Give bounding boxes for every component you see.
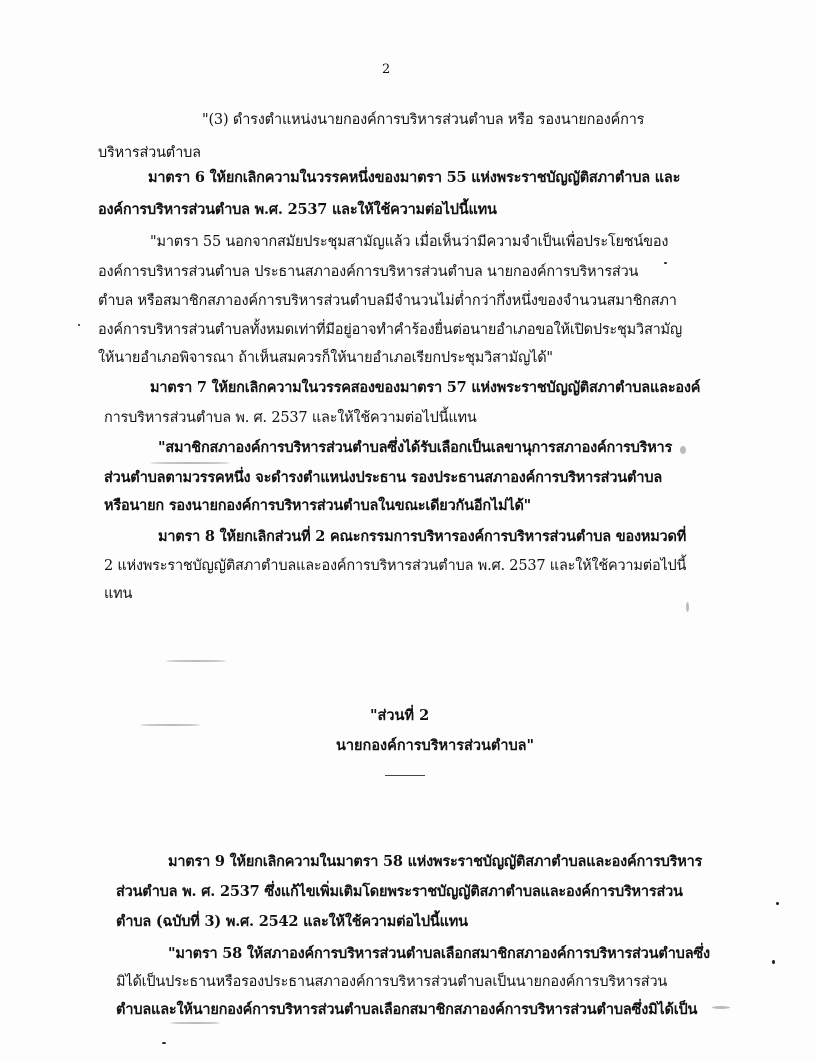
section-clause-line: มาตรา 6 ให้ยกเลิกความในวรรคหนึ่งของมาตรา 55 แห่งพระราชบัญญัติสภาตำบล และ bbox=[148, 169, 681, 186]
scan-smudge bbox=[680, 446, 686, 454]
scan-smudge bbox=[686, 602, 689, 612]
section-heading-title: "ส่วนที่ 2 bbox=[370, 707, 430, 724]
scan-speck bbox=[78, 324, 80, 326]
scan-speck bbox=[162, 1042, 166, 1044]
paragraph-line: "สมาชิกสภาองค์การบริหารส่วนตำบลซึ่งได้รับเลือกเป็นเลขานุการสภาองค์การบริหาร bbox=[158, 439, 673, 456]
paragraph-line: ให้นายอำเภอพิจารณา ถ้าเห็นสมควรก็ให้นายอำเภอเรียกประชุมวิสามัญได้" bbox=[98, 350, 553, 366]
paragraph-line: 2 แห่งพระราชบัญญัติสภาตำบลและองค์การบริหารส่วนตำบล พ.ศ. 2537 และให้ใช้ความต่อไปนี้ bbox=[104, 558, 687, 574]
section-clause-line: ตำบล (ฉบับที่ 3) พ.ศ. 2542 และให้ใช้ความต่อไปนี้แทน bbox=[116, 913, 468, 930]
paragraph-line: การบริหารส่วนตำบล พ. ศ. 2537 และให้ใช้ความต่อไปนี้แทน bbox=[104, 410, 477, 426]
paragraph-line: "(3) ดำรงตำแหน่งนายกองค์การบริหารส่วนตำบล หรือ รองนายกองค์การ bbox=[202, 112, 645, 128]
scan-smudge bbox=[166, 660, 226, 662]
page-number: 2 bbox=[382, 62, 391, 77]
section-clause-line: ส่วนตำบล พ. ศ. 2537 ซึ่งแก้ไขเพิ่มเติมโดยพระราชบัญญัติสภาตำบลและองค์การบริหารส่วน bbox=[116, 883, 683, 900]
section-clause-line: มาตรา 9 ให้ยกเลิกความในมาตรา 58 แห่งพระราชบัญญัติสภาตำบลและองค์การบริหาร bbox=[168, 853, 703, 870]
paragraph-line: องค์การบริหารส่วนตำบล ประธานสภาองค์การบริหารส่วนตำบล นายกองค์การบริหารส่วน bbox=[98, 264, 639, 280]
scan-smudge bbox=[150, 462, 230, 464]
paragraph-line: แทน bbox=[104, 586, 133, 602]
paragraph-line: ตำบล หรือสมาชิกสภาองค์การบริหารส่วนตำบลมีจำนวนไม่ต่ำกว่ากึ่งหนึ่งของจำนวนสมาชิกสภา bbox=[98, 293, 677, 309]
scan-speck bbox=[772, 960, 775, 964]
section-clause-line: องค์การบริหารส่วนตำบล พ.ศ. 2537 และให้ใช้ความต่อไปนี้แทน bbox=[98, 201, 497, 218]
scan-speck bbox=[776, 902, 779, 905]
paragraph-line: ส่วนตำบลตามวรรคหนึ่ง จะดำรงตำแหน่งประธาน รองประธานสภาองค์การบริหารส่วนตำบล bbox=[104, 469, 663, 486]
scan-smudge bbox=[712, 1006, 730, 1009]
paragraph-line: มิได้เป็นประธานหรือรองประธานสภาองค์การบริหารส่วนตำบลเป็นนายกองค์การบริหารส่วน bbox=[116, 974, 668, 990]
paragraph-line: หรือนายก รองนายกองค์การบริหารส่วนตำบลในขณะเดียวกันอีกไม่ได้" bbox=[104, 497, 532, 514]
scan-speck bbox=[664, 262, 667, 264]
heading-underline bbox=[385, 775, 425, 776]
section-heading-subtitle: นายกองค์การบริหารส่วนตำบล" bbox=[336, 737, 535, 754]
section-clause-line: มาตรา 7 ให้ยกเลิกความในวรรคสองของมาตรา 57 แห่งพระราชบัญญัติสภาตำบลและองค์ bbox=[150, 379, 701, 396]
paragraph-line: องค์การบริหารส่วนตำบลทั้งหมดเท่าที่มีอยู่อาจทำคำร้องยื่นต่อนายอำเภอขอให้เปิดประชุมวิสามัญ bbox=[98, 322, 683, 338]
paragraph-line: ตำบลและให้นายกองค์การบริหารส่วนตำบลเลือกสมาชิกสภาองค์การบริหารส่วนตำบลซึ่งมิได้เป็น bbox=[116, 1001, 698, 1018]
paragraph-line: "มาตรา 55 นอกจากสมัยประชุมสามัญแล้ว เมื่อเห็นว่ามีความจำเป็นเพื่อประโยชน์ของ bbox=[150, 234, 669, 250]
section-clause-line: มาตรา 8 ให้ยกเลิกส่วนที่ 2 คณะกรรมการบริหารองค์การบริหารส่วนตำบล ของหมวดที่ bbox=[158, 528, 687, 545]
scan-smudge bbox=[140, 724, 200, 726]
scan-smudge bbox=[170, 1022, 220, 1024]
paragraph-line: "มาตรา 58 ให้สภาองค์การบริหารส่วนตำบลเลือกสมาชิกสภาองค์การบริหารส่วนตำบลซึ่ง bbox=[168, 945, 710, 962]
paragraph-line: บริหารส่วนตำบล bbox=[98, 145, 201, 161]
